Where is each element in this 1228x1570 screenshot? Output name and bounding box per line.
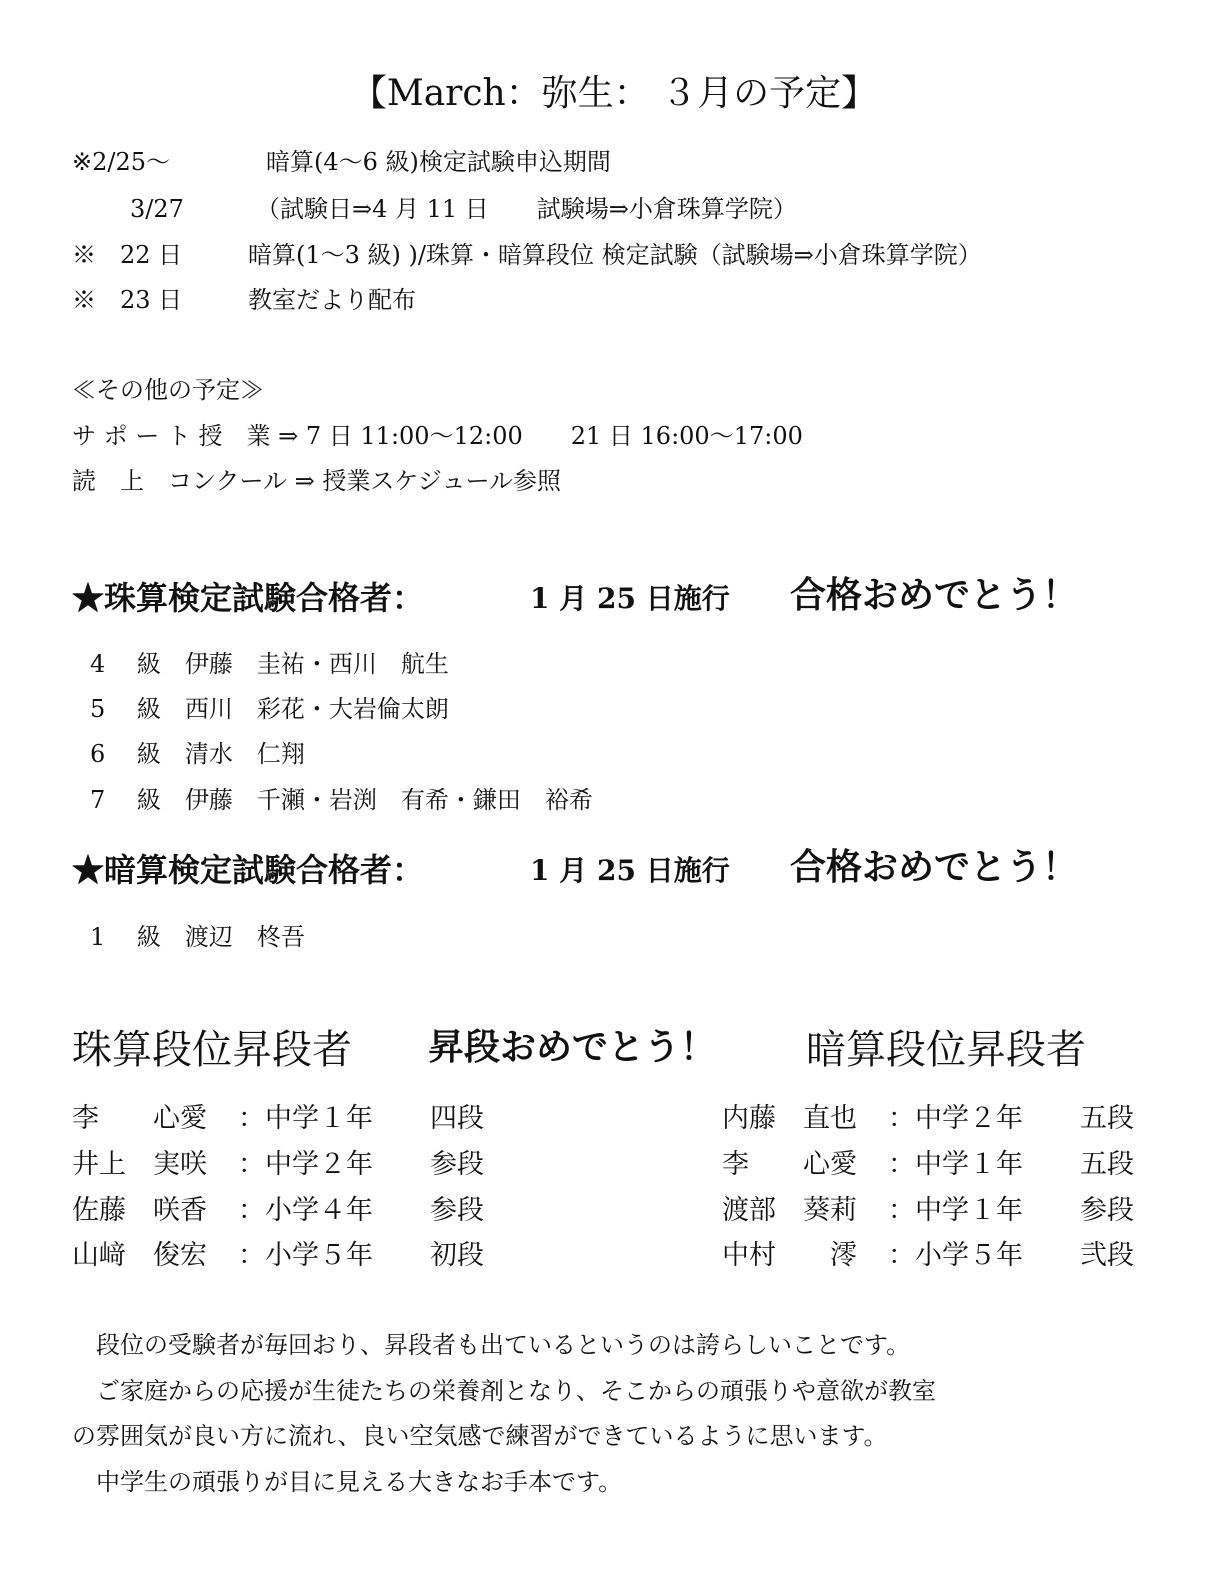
list-item: 7 級 伊藤 千瀬・岩渕 有希・鎌田 裕希 [90, 786, 593, 814]
promo-name: 佐藤 咲香 [72, 1195, 207, 1226]
promo-name: 井上 実咲 [72, 1149, 207, 1180]
page-title: 【March：弥生： ３月の予定】 [350, 73, 878, 114]
promo-rank: 参段 [430, 1149, 484, 1180]
soroban-heading: ★珠算検定試験合格者： [72, 579, 425, 617]
promo-rank: 弐段 [1080, 1240, 1134, 1271]
other-line: 読 上 コンクール ⇒ 授業スケジュール参照 [72, 467, 561, 495]
anzan-congrats: 合格おめでとう！ [790, 847, 1079, 888]
promo-name: 李 心愛 [722, 1149, 857, 1180]
promo-grade: ：中学１年 [888, 1195, 1023, 1226]
list-item: 1 級 渡辺 柊吾 [90, 923, 305, 951]
promo-rank: 四段 [430, 1103, 484, 1134]
promo-name: 中村 澪 [722, 1240, 857, 1271]
list-item: 4 級 伊藤 圭祐・西川 航生 [90, 650, 449, 678]
schedule-mark: 3/27 [130, 195, 184, 223]
anzan-date: 1 月 25 日施行 [530, 854, 730, 887]
anzan-heading: ★暗算検定試験合格者： [72, 851, 425, 889]
list-item: 6 級 清水 仁翔 [90, 740, 305, 768]
promo-grade: ：中学１年 [238, 1103, 373, 1134]
promo-rank: 五段 [1080, 1103, 1134, 1134]
promo-grade: ：中学２年 [888, 1103, 1023, 1134]
list-item: 5 級 西川 彩花・大岩倫太朗 [90, 695, 449, 723]
dan-congrats: 昇段おめでとう！ [428, 1027, 717, 1068]
dan-right-title: 暗算段位昇段者 [806, 1027, 1086, 1073]
schedule-mark: ※ 23 日 [72, 286, 183, 314]
promo-rank: 五段 [1080, 1149, 1134, 1180]
promo-name: 渡部 葵莉 [722, 1195, 857, 1226]
promo-name: 李 心愛 [72, 1103, 207, 1134]
other-heading: ≪その他の予定≫ [72, 376, 264, 404]
promo-grade: ：中学２年 [238, 1149, 373, 1180]
soroban-date: 1 月 25 日施行 [530, 582, 730, 615]
schedule-mark: ※2/25～ [72, 148, 171, 176]
soroban-congrats: 合格おめでとう！ [790, 575, 1079, 616]
other-line: サ ポ ー ト 授 業 ⇒ 7 日 11:00～12:00 21 日 16:00～17:00 [72, 422, 803, 450]
paragraph-line: ご家庭からの応援が生徒たちの栄養剤となり、そこからの頑張りや意欲が教室 [72, 1377, 936, 1405]
promo-grade: ：小学５年 [888, 1240, 1023, 1271]
promo-name: 内藤 直也 [722, 1103, 857, 1134]
promo-rank: 参段 [1080, 1195, 1134, 1226]
dan-left-title: 珠算段位昇段者 [72, 1027, 352, 1073]
promo-rank: 初段 [430, 1240, 484, 1271]
schedule-text: 教室だより配布 [248, 286, 416, 314]
schedule-text: （試験日⇒4 月 11 日 試験場⇒小倉珠算学院） [256, 195, 797, 223]
schedule-text: 暗算(4～6 級)検定試験申込期間 [266, 148, 611, 176]
promo-grade: ：小学４年 [238, 1195, 373, 1226]
promo-name: 山﨑 俊宏 [72, 1240, 207, 1271]
paragraph-line: の雰囲気が良い方に流れ、良い空気感で練習ができているように思います。 [72, 1422, 888, 1450]
promo-grade: ：小学５年 [238, 1240, 373, 1271]
schedule-mark: ※ 22 日 [72, 241, 183, 269]
paragraph-line: 段位の受験者が毎回おり、昇段者も出ているというのは誇らしいことです。 [72, 1331, 911, 1359]
promo-rank: 参段 [430, 1195, 484, 1226]
promo-grade: ：中学１年 [888, 1149, 1023, 1180]
paragraph-line: 中学生の頑張りが目に見える大きなお手本です。 [72, 1468, 623, 1496]
schedule-text: 暗算(1～3 級) )/珠算・暗算段位 検定試験（試験場⇒小倉珠算学院） [248, 241, 982, 269]
